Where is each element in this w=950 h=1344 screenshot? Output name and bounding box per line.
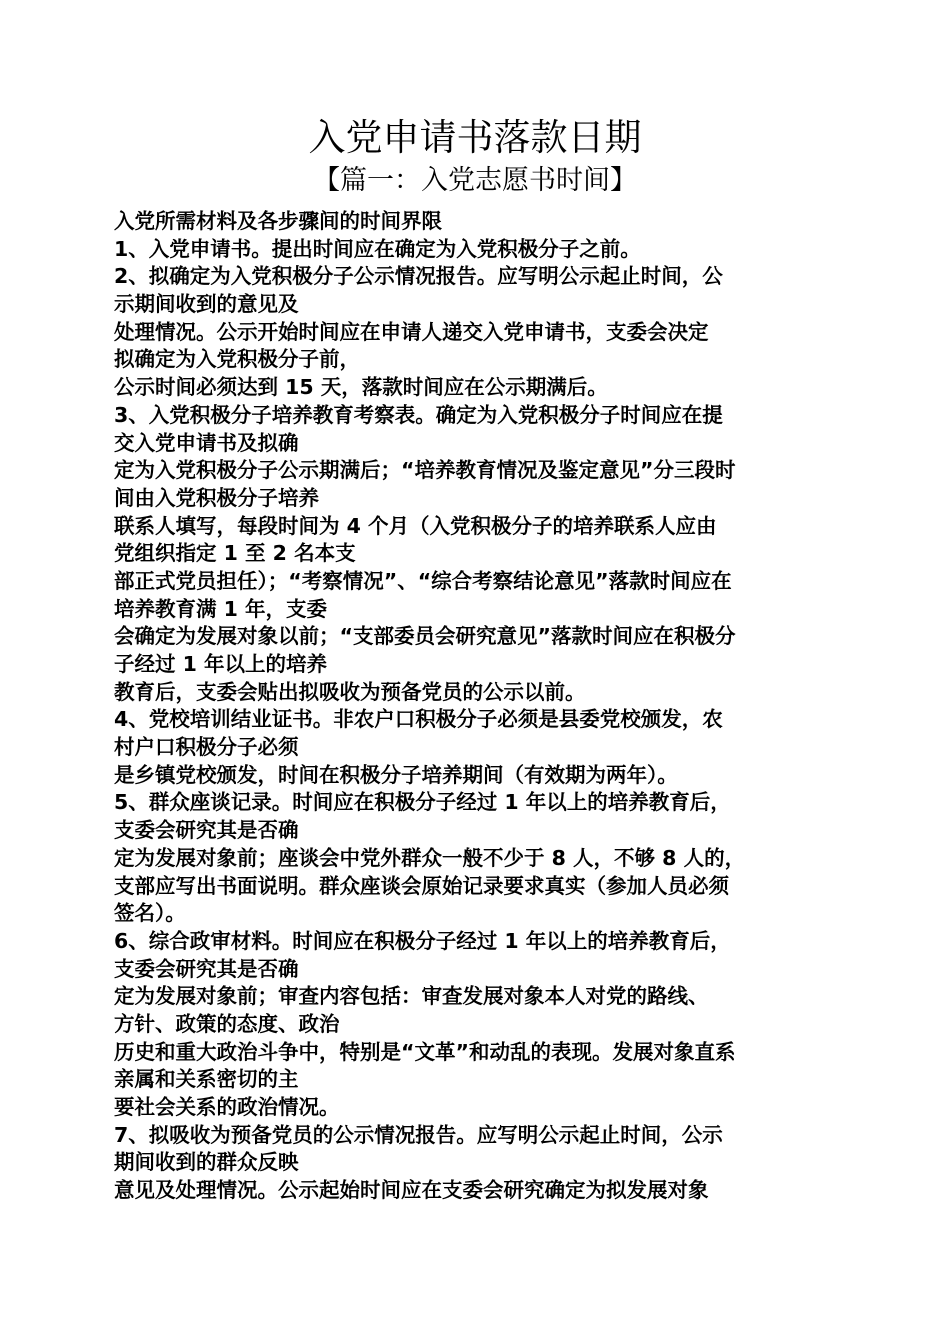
body-text-line: 支部应写出书面说明。群众座谈会原始记录要求真实（参加人员必须 xyxy=(114,873,729,898)
body-text-line: 处理情况。公示开始时间应在申请人递交入党申请书，支委会决定 xyxy=(114,319,709,344)
body-text-line: 定为入党积极分子公示期满后；“培养教育情况及鉴定意见”分三段时 xyxy=(114,458,736,483)
body-text-line: 拟确定为入党积极分子前， xyxy=(114,347,360,372)
body-text-line: 间由入党积极分子培养 xyxy=(114,485,319,510)
body-text-line: 4、党校培训结业证书。非农户口积极分子必须是县委党校颁发，农 xyxy=(114,707,723,732)
body-text-line: 入党所需材料及各步骤间的时间界限 xyxy=(114,209,442,233)
body-text-line: 签名）。 xyxy=(114,901,186,926)
body-text-line: 亲属和关系密切的主 xyxy=(114,1067,299,1092)
body-text-line: 6、综合政审材料。时间应在积极分子经过 1 年以上的培养教育后， xyxy=(114,928,731,953)
body-text-line: 5、群众座谈记录。时间应在积极分子经过 1 年以上的培养教育后， xyxy=(114,790,731,815)
document-body xyxy=(114,208,838,1205)
body-text-line: 教育后，支委会贴出拟吸收为预备党员的公示以前。 xyxy=(114,679,586,704)
body-text-line: 部正式党员担任）；“考察情况”、“综合考察结论意见”落款时间应在 xyxy=(114,568,732,593)
document-title: 入党申请书落款日期 xyxy=(308,116,642,159)
body-text-line: 支委会研究其是否确 xyxy=(114,818,299,843)
body-text-line: 定为发展对象前；座谈会中党外群众一般不少于 8 人，不够 8 人的， xyxy=(114,845,746,870)
body-text-line: 要社会关系的政治情况。 xyxy=(114,1095,340,1119)
body-text-line: 3、入党积极分子培养教育考察表。确定为入党积极分子时间应在提 xyxy=(114,402,723,427)
body-text-line: 是乡镇党校颁发，时间在积极分子培养期间（有效期为两年）。 xyxy=(114,762,678,787)
body-text-line: 方针、政策的态度、政治 xyxy=(114,1011,340,1036)
body-text-line: 培养教育满 1 年，支委 xyxy=(114,596,328,621)
body-text-line: 公示时间必须达到 15 天，落款时间应在公示期满后。 xyxy=(114,375,608,400)
body-text-line: 期间收到的群众反映 xyxy=(114,1150,299,1175)
body-text-line: 7、拟吸收为预备党员的公示情况报告。应写明公示起止时间，公示 xyxy=(114,1122,723,1147)
body-text-line: 支委会研究其是否确 xyxy=(114,956,299,981)
body-text-line: 交入党申请书及拟确 xyxy=(114,430,299,455)
body-text-line: 1、入党申请书。提出时间应在确定为入党积极分子之前。 xyxy=(114,236,641,261)
body-text-line: 定为发展对象前；审查内容包括：审查发展对象本人对党的路线、 xyxy=(114,984,709,1009)
body-text-line: 党组织指定 1 至 2 名本支 xyxy=(114,541,356,566)
body-text-line: 子经过 1 年以上的培养 xyxy=(114,652,328,676)
body-text-line: 会确定为发展对象以前；“支部委员会研究意见”落款时间应在积极分 xyxy=(114,624,736,649)
body-text-line: 意见及处理情况。公示起始时间应在支委会研究确定为拟发展对象 xyxy=(114,1178,709,1203)
document-subtitle: 【篇一：入党志愿书时间】 xyxy=(313,165,637,196)
body-text-line: 历史和重大政治斗争中，特别是“文革”和动乱的表现。发展对象直系 xyxy=(114,1039,736,1064)
body-text-line: 2、拟确定为入党积极分子公示情况报告。应写明公示起止时间，公 xyxy=(114,264,723,289)
body-text-line: 示期间收到的意见及 xyxy=(114,292,299,317)
body-text-line: 村户口积极分子必须 xyxy=(114,735,299,760)
body-text-line: 联系人填写，每段时间为 4 个月（入党积极分子的培养联系人应由 xyxy=(114,513,717,538)
